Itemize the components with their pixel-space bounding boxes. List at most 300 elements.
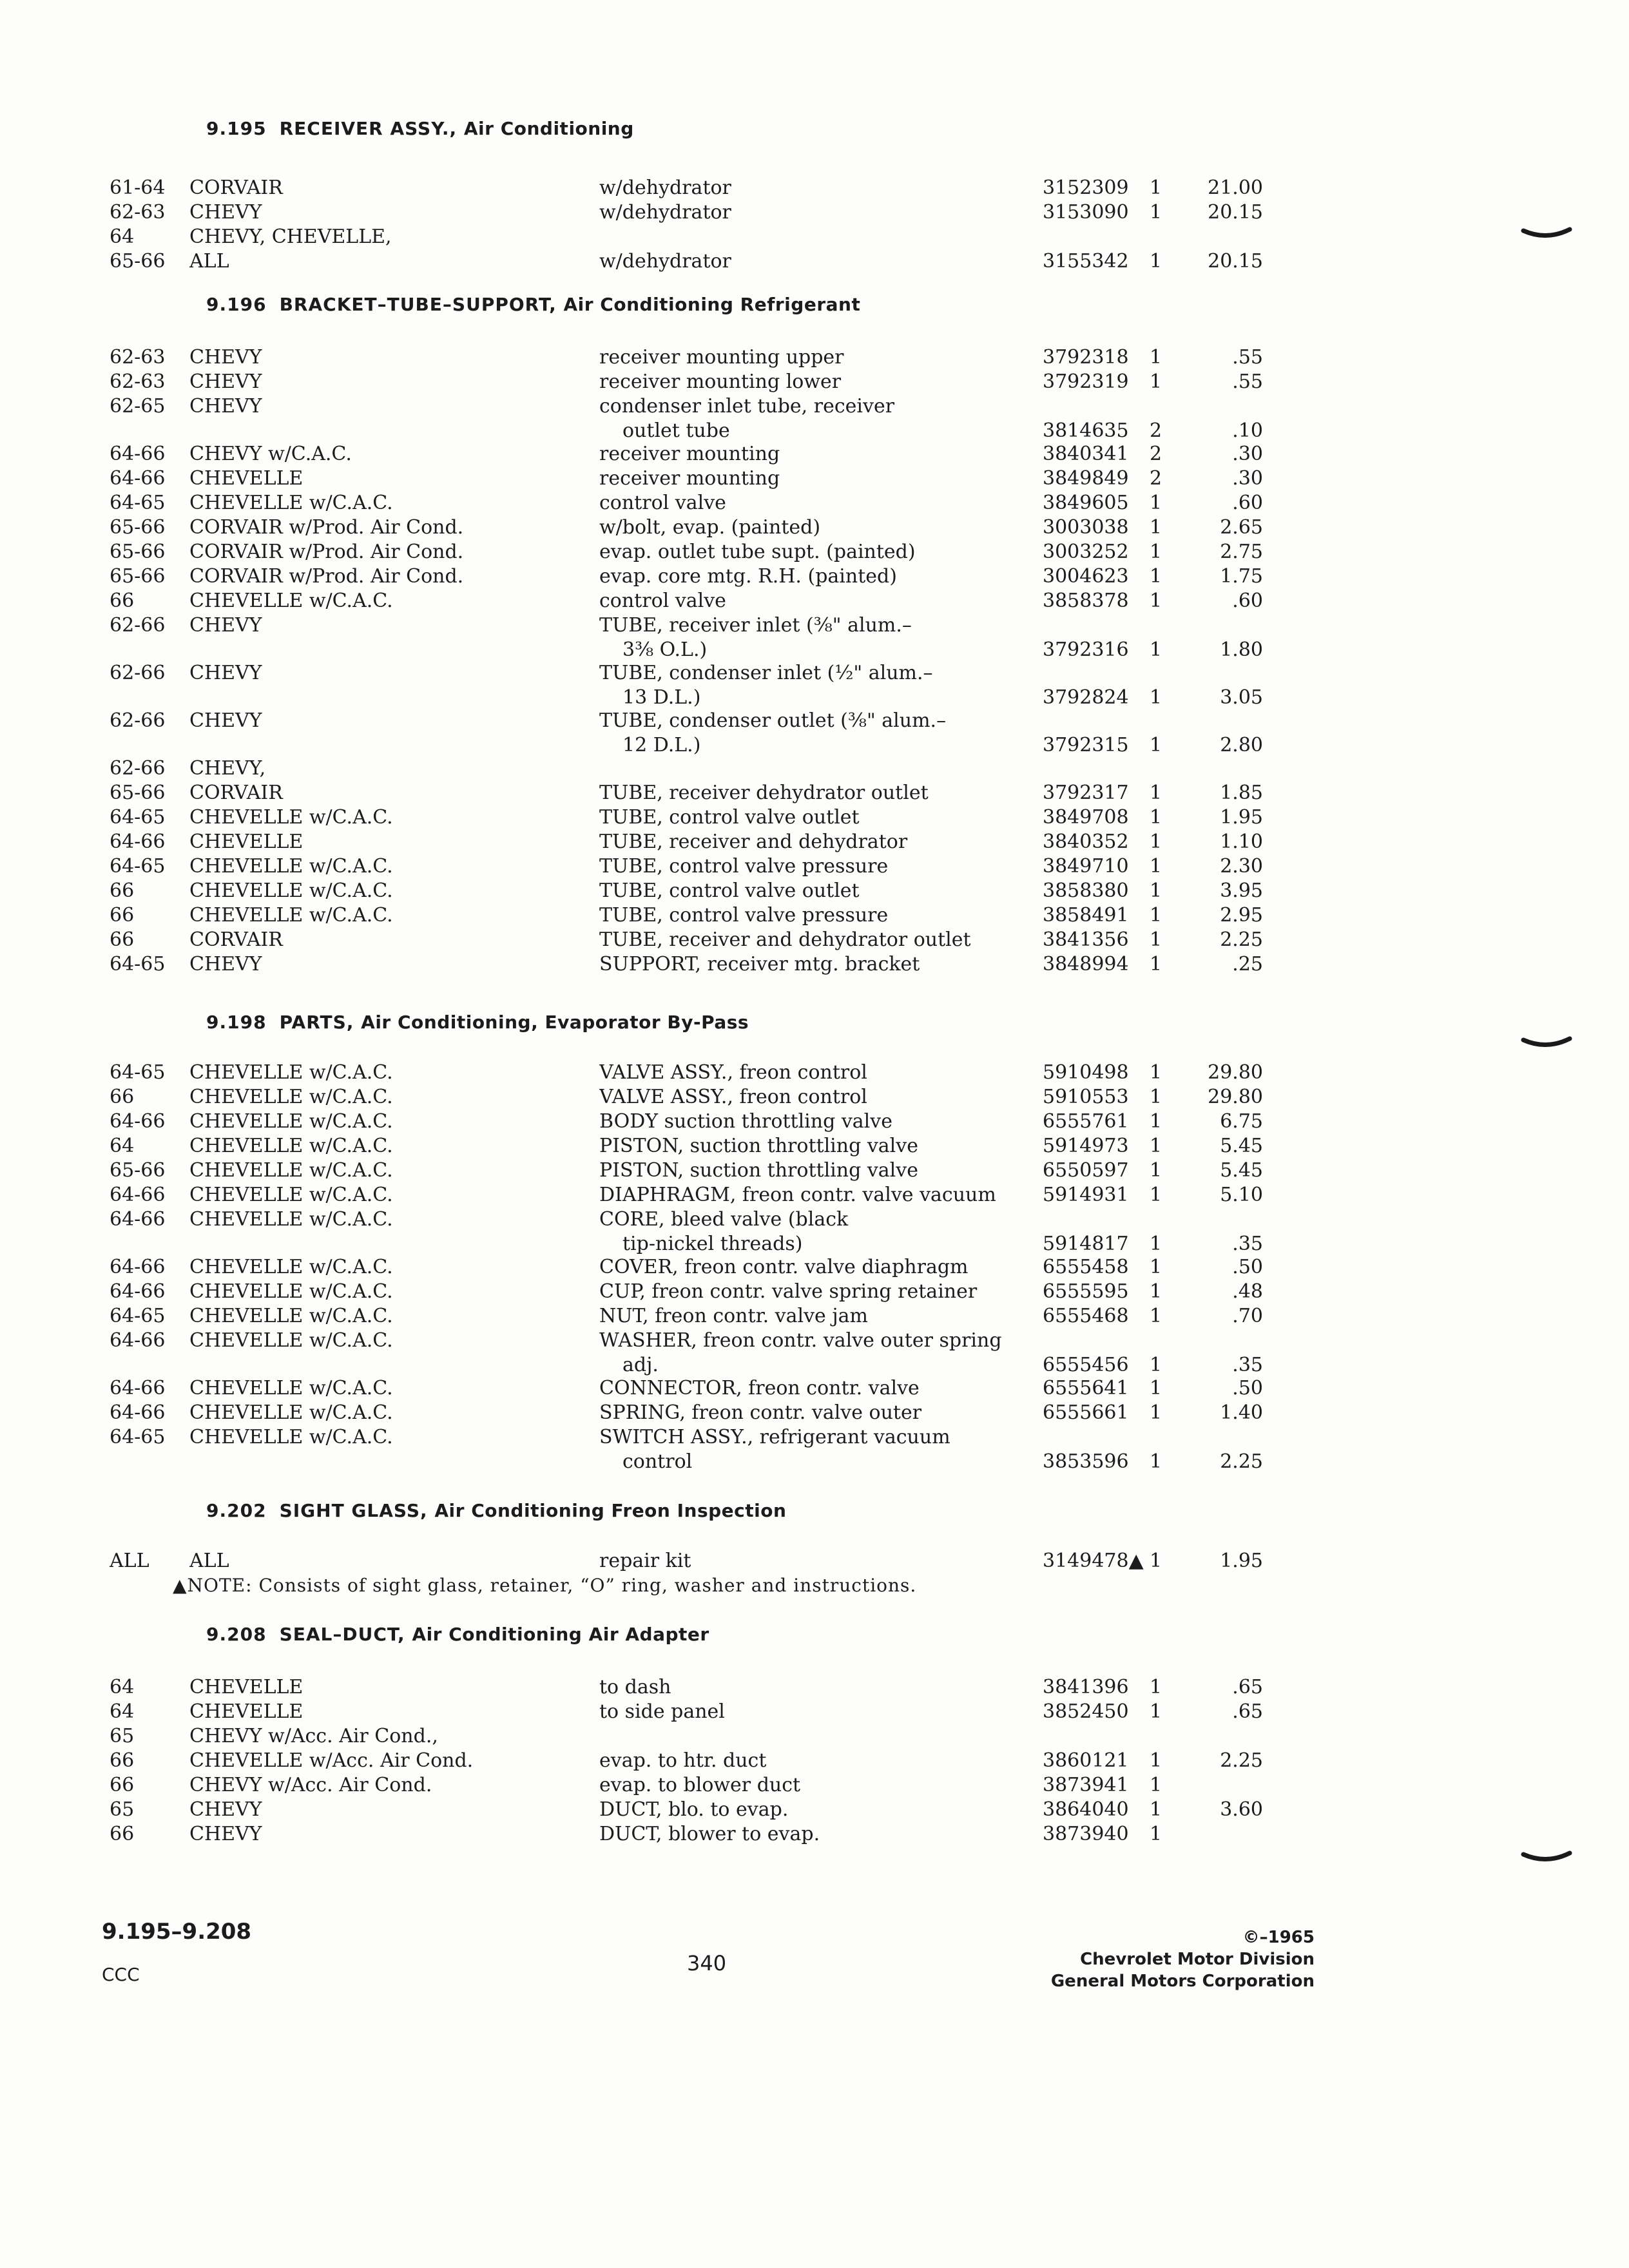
part-number: 5914973 — [1043, 1135, 1129, 1157]
section-title — [206, 1500, 786, 1521]
model-years: 65-66 — [110, 565, 166, 588]
part-description — [599, 345, 1012, 370]
part-number: 3153090 — [1043, 201, 1129, 224]
quantity: 1 — [1150, 734, 1162, 756]
price: 1.10 — [1220, 831, 1263, 853]
part-description — [599, 1401, 1012, 1425]
vehicle-model: CORVAIR — [189, 177, 283, 199]
description-line: 3³⁄₈ O.L.) — [622, 639, 708, 661]
part-number: 3841396 — [1043, 1676, 1129, 1698]
model-years: 64-65 — [110, 492, 166, 514]
part-number: 6550597 — [1043, 1159, 1129, 1182]
part-description — [599, 805, 1012, 830]
price: .70 — [1232, 1305, 1263, 1327]
description-line: w/bolt, evap. (painted) — [599, 516, 821, 539]
model-years: 65-66 — [110, 541, 166, 563]
price: 20.15 — [1208, 201, 1263, 224]
vehicle-model: ALL — [189, 250, 229, 273]
part-number: 6555458 — [1043, 1256, 1129, 1278]
vehicle-model: CHEVY — [189, 1798, 262, 1821]
price: 2.25 — [1220, 1450, 1263, 1473]
section-subtitle: Air Conditioning — [463, 118, 634, 139]
quantity: 1 — [1150, 1061, 1162, 1084]
quantity: 1 — [1150, 541, 1162, 563]
description-line: TUBE, receiver and dehydrator — [599, 831, 908, 853]
part-number: 3860121 — [1043, 1749, 1129, 1772]
vehicle-model: CHEVELLE w/C.A.C. — [189, 904, 393, 927]
binder-mark-top — [1521, 226, 1572, 245]
description-line: TUBE, condenser inlet (¹⁄₂" alum.– — [599, 662, 933, 684]
quantity: 1 — [1150, 492, 1162, 514]
model-years: 64-66 — [110, 1184, 166, 1206]
part-description — [599, 1376, 1012, 1401]
vehicle-model: CHEVY — [189, 395, 262, 418]
quantity: 1 — [1150, 1749, 1162, 1772]
vehicle-model: CHEVELLE w/C.A.C. — [189, 1061, 393, 1084]
description-line: 12 D.L.) — [622, 734, 701, 756]
part-description — [599, 1085, 1012, 1110]
description-line: receiver mounting — [599, 467, 780, 490]
quantity: 1 — [1150, 1159, 1162, 1182]
section-heading: RECEIVER ASSY., — [279, 118, 464, 139]
description-line: TUBE, control valve pressure — [599, 855, 889, 878]
table-row — [0, 1061, 1629, 1085]
vehicle-model: CHEVELLE w/C.A.C. — [189, 1280, 393, 1303]
table-row — [0, 1798, 1629, 1822]
description-line: BODY suction throttling valve — [599, 1110, 892, 1133]
part-number: 6555456 — [1043, 1354, 1129, 1376]
part-number: 3149478▲ — [1043, 1550, 1144, 1572]
part-description — [599, 661, 1012, 710]
part-number: 6555468 — [1043, 1305, 1129, 1327]
price: 1.40 — [1220, 1401, 1263, 1424]
part-description — [599, 176, 1012, 200]
table-row — [0, 1329, 1629, 1376]
parts-table — [0, 345, 1629, 977]
model-years: 66 — [110, 928, 135, 951]
description-line: TUBE, condenser outlet (³⁄₈" alum.– — [599, 709, 947, 732]
price: 20.15 — [1208, 250, 1263, 273]
part-description — [599, 1798, 1012, 1822]
price: 1.75 — [1220, 565, 1263, 588]
description-line: CUP, freon contr. valve spring retainer — [599, 1280, 978, 1303]
vehicle-model: CHEVELLE w/C.A.C. — [189, 590, 393, 612]
vehicle-model: CHEVY w/Acc. Air Cond., — [189, 1725, 438, 1747]
part-description — [599, 540, 1012, 564]
description-line: TUBE, receiver dehydrator outlet — [599, 782, 929, 804]
price: 2.80 — [1220, 734, 1263, 756]
quantity: 1 — [1150, 1774, 1162, 1796]
quantity: 1 — [1150, 831, 1162, 853]
table-row — [0, 1549, 1629, 1573]
table-row — [0, 756, 1629, 781]
description-line: WASHER, freon contr. valve outer spring — [599, 1329, 1002, 1352]
part-number: 3849849 — [1043, 467, 1129, 490]
vehicle-model: CHEVY w/Acc. Air Cond. — [189, 1774, 432, 1796]
part-number: 3003252 — [1043, 541, 1129, 563]
quantity: 1 — [1150, 1233, 1162, 1255]
quantity: 2 — [1150, 467, 1162, 490]
vehicle-model: CHEVY — [189, 370, 262, 393]
price: .60 — [1232, 492, 1263, 514]
part-number: 3848994 — [1043, 953, 1129, 975]
part-description — [599, 854, 1012, 879]
part-description — [599, 1549, 1012, 1573]
table-row — [0, 1822, 1629, 1847]
part-number: 3840352 — [1043, 831, 1129, 853]
price: .30 — [1232, 443, 1263, 465]
description-line: VALVE ASSY., freon control — [599, 1086, 867, 1108]
description-line: receiver mounting — [599, 443, 780, 465]
part-number: 3849710 — [1043, 855, 1129, 878]
part-description — [599, 466, 1012, 491]
description-line: to side panel — [599, 1700, 725, 1723]
model-years: ALL — [110, 1550, 149, 1572]
table-row — [0, 225, 1629, 249]
table-row — [0, 589, 1629, 613]
part-number: 3152309 — [1043, 177, 1129, 199]
table-row — [0, 1207, 1629, 1255]
section-number: 9.208 — [206, 1624, 267, 1645]
part-number: 3852450 — [1043, 1700, 1129, 1723]
quantity: 1 — [1150, 855, 1162, 878]
model-years: 64-66 — [110, 467, 166, 490]
part-description — [599, 1110, 1012, 1134]
vehicle-model: CORVAIR — [189, 928, 283, 951]
model-years: 66 — [110, 1086, 135, 1108]
part-number: 6555641 — [1043, 1377, 1129, 1399]
model-years: 66 — [110, 590, 135, 612]
table-row — [0, 661, 1629, 709]
price: .35 — [1232, 1354, 1263, 1376]
quantity: 1 — [1150, 806, 1162, 829]
table-row — [0, 1749, 1629, 1773]
section-subtitle: Air Conditioning, Evaporator By-Pass — [361, 1012, 749, 1033]
part-number: 5914931 — [1043, 1184, 1129, 1206]
description-line: 13 D.L.) — [622, 686, 701, 709]
quantity: 1 — [1150, 1135, 1162, 1157]
part-number: 3792318 — [1043, 346, 1129, 369]
model-years: 65-66 — [110, 1159, 166, 1182]
part-description — [599, 830, 1012, 854]
part-description — [599, 1280, 1012, 1304]
table-row — [0, 1304, 1629, 1329]
price: 1.95 — [1220, 1550, 1263, 1572]
price: .50 — [1232, 1377, 1263, 1399]
part-description — [599, 1255, 1012, 1280]
parts-table — [0, 1549, 1629, 1573]
model-years: 62-65 — [110, 395, 166, 418]
part-description — [599, 564, 1012, 589]
part-description — [599, 879, 1012, 903]
part-description — [599, 952, 1012, 977]
vehicle-model: CORVAIR — [189, 782, 283, 804]
parts-table — [0, 176, 1629, 274]
price: .30 — [1232, 467, 1263, 490]
section-heading: SIGHT GLASS, — [279, 1500, 435, 1521]
model-years: 64-66 — [110, 831, 166, 853]
table-row — [0, 564, 1629, 589]
price: 29.80 — [1208, 1086, 1263, 1108]
part-number: 3864040 — [1043, 1798, 1129, 1821]
vehicle-model: CHEVELLE w/C.A.C. — [189, 806, 393, 829]
model-years: 65 — [110, 1725, 135, 1747]
table-row — [0, 1425, 1629, 1473]
vehicle-model: CHEVELLE w/C.A.C. — [189, 1305, 393, 1327]
vehicle-model: CHEVY — [189, 201, 262, 224]
quantity: 1 — [1150, 516, 1162, 539]
section-subtitle: Air Conditioning Air Adapter — [412, 1624, 709, 1645]
quantity: 1 — [1150, 1823, 1162, 1845]
table-row — [0, 854, 1629, 879]
part-number: 3840341 — [1043, 443, 1129, 465]
binder-mark-bottom — [1521, 1849, 1572, 1869]
vehicle-model: CHEVY — [189, 662, 262, 684]
part-description — [599, 589, 1012, 613]
part-number: 3849708 — [1043, 806, 1129, 829]
quantity: 1 — [1150, 1450, 1162, 1473]
model-years: 64-66 — [110, 1280, 166, 1303]
part-number: 3792315 — [1043, 734, 1129, 756]
part-number: 3841356 — [1043, 928, 1129, 951]
part-description — [599, 1158, 1012, 1183]
section-number: 9.198 — [206, 1012, 267, 1033]
part-description — [599, 1134, 1012, 1158]
price: 21.00 — [1208, 177, 1263, 199]
description-line: DIAPHRAGM, freon contr. valve vacuum — [599, 1184, 996, 1206]
quantity: 1 — [1150, 1401, 1162, 1424]
vehicle-model: CHEVELLE w/C.A.C. — [189, 1086, 393, 1108]
table-row — [0, 879, 1629, 903]
price: 5.45 — [1220, 1159, 1263, 1182]
price: 5.45 — [1220, 1135, 1263, 1157]
table-row — [0, 1085, 1629, 1110]
part-number: 5910553 — [1043, 1086, 1129, 1108]
description-line: evap. to htr. duct — [599, 1749, 767, 1772]
quantity: 1 — [1150, 953, 1162, 975]
part-number: 3873940 — [1043, 1823, 1129, 1845]
part-number: 3873941 — [1043, 1774, 1129, 1796]
vehicle-model: CHEVELLE w/C.A.C. — [189, 1135, 393, 1157]
part-number: 3853596 — [1043, 1450, 1129, 1473]
model-years: 64-65 — [110, 1305, 166, 1327]
footer-section-range: 9.195–9.208 — [102, 1919, 252, 1945]
table-row — [0, 1134, 1629, 1158]
table-row — [0, 370, 1629, 394]
model-years: 64-66 — [110, 443, 166, 465]
section-heading: SEAL–DUCT, — [279, 1624, 412, 1645]
price: 3.05 — [1220, 686, 1263, 709]
quantity: 1 — [1150, 1184, 1162, 1206]
sight-glass-note: ▲NOTE: Consists of sight glass, retainer, “O” ring, washer and instructions. — [173, 1575, 917, 1596]
vehicle-model: CHEVY — [189, 1823, 262, 1845]
table-row — [0, 249, 1629, 274]
part-number: 3858378 — [1043, 590, 1129, 612]
part-number: 6555595 — [1043, 1280, 1129, 1303]
table-row — [0, 1255, 1629, 1280]
section-number: 9.202 — [206, 1500, 267, 1521]
price: .50 — [1232, 1256, 1263, 1278]
part-description — [599, 613, 1012, 662]
price: 6.75 — [1220, 1110, 1263, 1133]
description-line: condenser inlet tube, receiver — [599, 395, 895, 418]
part-description — [599, 370, 1012, 394]
model-years: 64 — [110, 226, 135, 248]
corporation-name: General Motors Corporation — [1050, 1972, 1315, 1991]
part-description — [599, 1425, 1012, 1474]
part-description — [599, 709, 1012, 758]
section-title — [206, 1012, 749, 1033]
copyright-notice: ©–1965 — [1242, 1928, 1315, 1947]
part-description — [599, 1304, 1012, 1329]
quantity: 1 — [1150, 782, 1162, 804]
table-row — [0, 1110, 1629, 1134]
part-description — [599, 200, 1012, 225]
quantity: 2 — [1150, 443, 1162, 465]
model-years: 66 — [110, 1774, 135, 1796]
parts-table — [0, 1061, 1629, 1473]
price: .48 — [1232, 1280, 1263, 1303]
part-number: 3814635 — [1043, 419, 1129, 442]
part-number: 3858491 — [1043, 904, 1129, 927]
part-description — [599, 1773, 1012, 1798]
model-years: 64-65 — [110, 953, 166, 975]
description-line: DUCT, blower to evap. — [599, 1823, 820, 1845]
part-description — [599, 903, 1012, 928]
description-line: tip-nickel threads) — [622, 1233, 803, 1255]
description-line: TUBE, receiver and dehydrator outlet — [599, 928, 971, 951]
vehicle-model: CHEVELLE w/C.A.C. — [189, 1401, 393, 1424]
model-years: 64-66 — [110, 1377, 166, 1399]
description-line: TUBE, control valve outlet — [599, 879, 860, 902]
quantity: 1 — [1150, 250, 1162, 273]
vehicle-model: CHEVELLE w/C.A.C. — [189, 855, 393, 878]
model-years: 66 — [110, 1823, 135, 1845]
model-years: 65-66 — [110, 782, 166, 804]
model-years: 64-66 — [110, 1401, 166, 1424]
table-row — [0, 830, 1629, 854]
part-number: 3792317 — [1043, 782, 1129, 804]
description-line: NUT, freon contr. valve jam — [599, 1305, 868, 1327]
vehicle-model: CHEVELLE w/C.A.C. — [189, 1208, 393, 1231]
quantity: 1 — [1150, 1676, 1162, 1698]
table-row — [0, 176, 1629, 200]
quantity: 1 — [1150, 1086, 1162, 1108]
model-years: 64 — [110, 1700, 135, 1723]
price: .55 — [1232, 346, 1263, 369]
description-line: PISTON, suction throttling valve — [599, 1135, 918, 1157]
part-description — [599, 928, 1012, 952]
table-row — [0, 805, 1629, 830]
part-number: 3003038 — [1043, 516, 1129, 539]
vehicle-model: CHEVELLE — [189, 831, 304, 853]
part-description — [599, 249, 1012, 274]
description-line: control valve — [599, 590, 726, 612]
description-line: adj. — [622, 1354, 659, 1376]
quantity: 1 — [1150, 928, 1162, 951]
part-description — [599, 491, 1012, 515]
model-years: 65-66 — [110, 250, 166, 273]
vehicle-model: CHEVY w/C.A.C. — [189, 443, 352, 465]
description-line: evap. core mtg. R.H. (painted) — [599, 565, 897, 588]
part-description — [599, 394, 1012, 443]
model-years: 62-63 — [110, 201, 166, 224]
section-title — [206, 118, 634, 139]
part-description — [599, 1207, 1012, 1256]
quantity: 1 — [1150, 201, 1162, 224]
table-row — [0, 442, 1629, 466]
model-years: 64-65 — [110, 1061, 166, 1084]
section-subtitle: Air Conditioning Freon Inspection — [434, 1500, 787, 1521]
publisher-block — [1005, 1927, 1315, 1992]
table-row — [0, 1700, 1629, 1724]
vehicle-model: CHEVELLE — [189, 1700, 304, 1723]
table-row — [0, 540, 1629, 564]
vehicle-model: CHEVELLE w/C.A.C. — [189, 492, 393, 514]
price: .65 — [1232, 1700, 1263, 1723]
price: 2.95 — [1220, 904, 1263, 927]
section-heading: PARTS, — [279, 1012, 361, 1033]
description-line: CONNECTOR, freon contr. valve — [599, 1377, 920, 1399]
vehicle-model: CHEVELLE w/C.A.C. — [189, 879, 393, 902]
vehicle-model: CHEVY — [189, 614, 262, 637]
section-title — [206, 1624, 709, 1645]
price: 1.85 — [1220, 782, 1263, 804]
quantity: 1 — [1150, 1798, 1162, 1821]
model-years: 62-66 — [110, 662, 166, 684]
table-row — [0, 781, 1629, 805]
part-description — [599, 442, 1012, 466]
price: 2.65 — [1220, 516, 1263, 539]
quantity: 1 — [1150, 590, 1162, 612]
description-line: receiver mounting lower — [599, 370, 842, 393]
description-line: PISTON, suction throttling valve — [599, 1159, 918, 1182]
description-line: SUPPORT, receiver mtg. bracket — [599, 953, 920, 975]
model-years: 65 — [110, 1798, 135, 1821]
page-number: 340 — [687, 1951, 727, 1975]
description-line: TUBE, receiver inlet (³⁄₈" alum.– — [599, 614, 912, 637]
model-years: 64-66 — [110, 1110, 166, 1133]
table-row — [0, 1280, 1629, 1304]
model-years: 66 — [110, 879, 135, 902]
table-row — [0, 613, 1629, 661]
section-number: 9.196 — [206, 294, 267, 315]
quantity: 1 — [1150, 879, 1162, 902]
vehicle-model: CORVAIR w/Prod. Air Cond. — [189, 565, 464, 588]
description-line: evap. outlet tube supt. (painted) — [599, 541, 916, 563]
vehicle-model: CORVAIR w/Prod. Air Cond. — [189, 541, 464, 563]
table-row — [0, 1183, 1629, 1207]
part-description — [599, 1822, 1012, 1847]
quantity: 1 — [1150, 1550, 1162, 1572]
vehicle-model: CHEVELLE w/C.A.C. — [189, 1184, 393, 1206]
part-number: 6555761 — [1043, 1110, 1129, 1133]
part-number: 3004623 — [1043, 565, 1129, 588]
part-description — [599, 781, 1012, 805]
price: 2.30 — [1220, 855, 1263, 878]
description-line: CORE, bleed valve (black — [599, 1208, 849, 1231]
description-line: DUCT, blo. to evap. — [599, 1798, 789, 1821]
table-row — [0, 1724, 1629, 1749]
quantity: 1 — [1150, 1700, 1162, 1723]
quantity: 2 — [1150, 419, 1162, 442]
vehicle-model: ALL — [189, 1550, 229, 1572]
part-number: 3792319 — [1043, 370, 1129, 393]
description-line: repair kit — [599, 1550, 691, 1572]
table-row — [0, 1675, 1629, 1700]
vehicle-model: CHEVELLE w/C.A.C. — [189, 1159, 393, 1182]
part-number: 3792316 — [1043, 639, 1129, 661]
